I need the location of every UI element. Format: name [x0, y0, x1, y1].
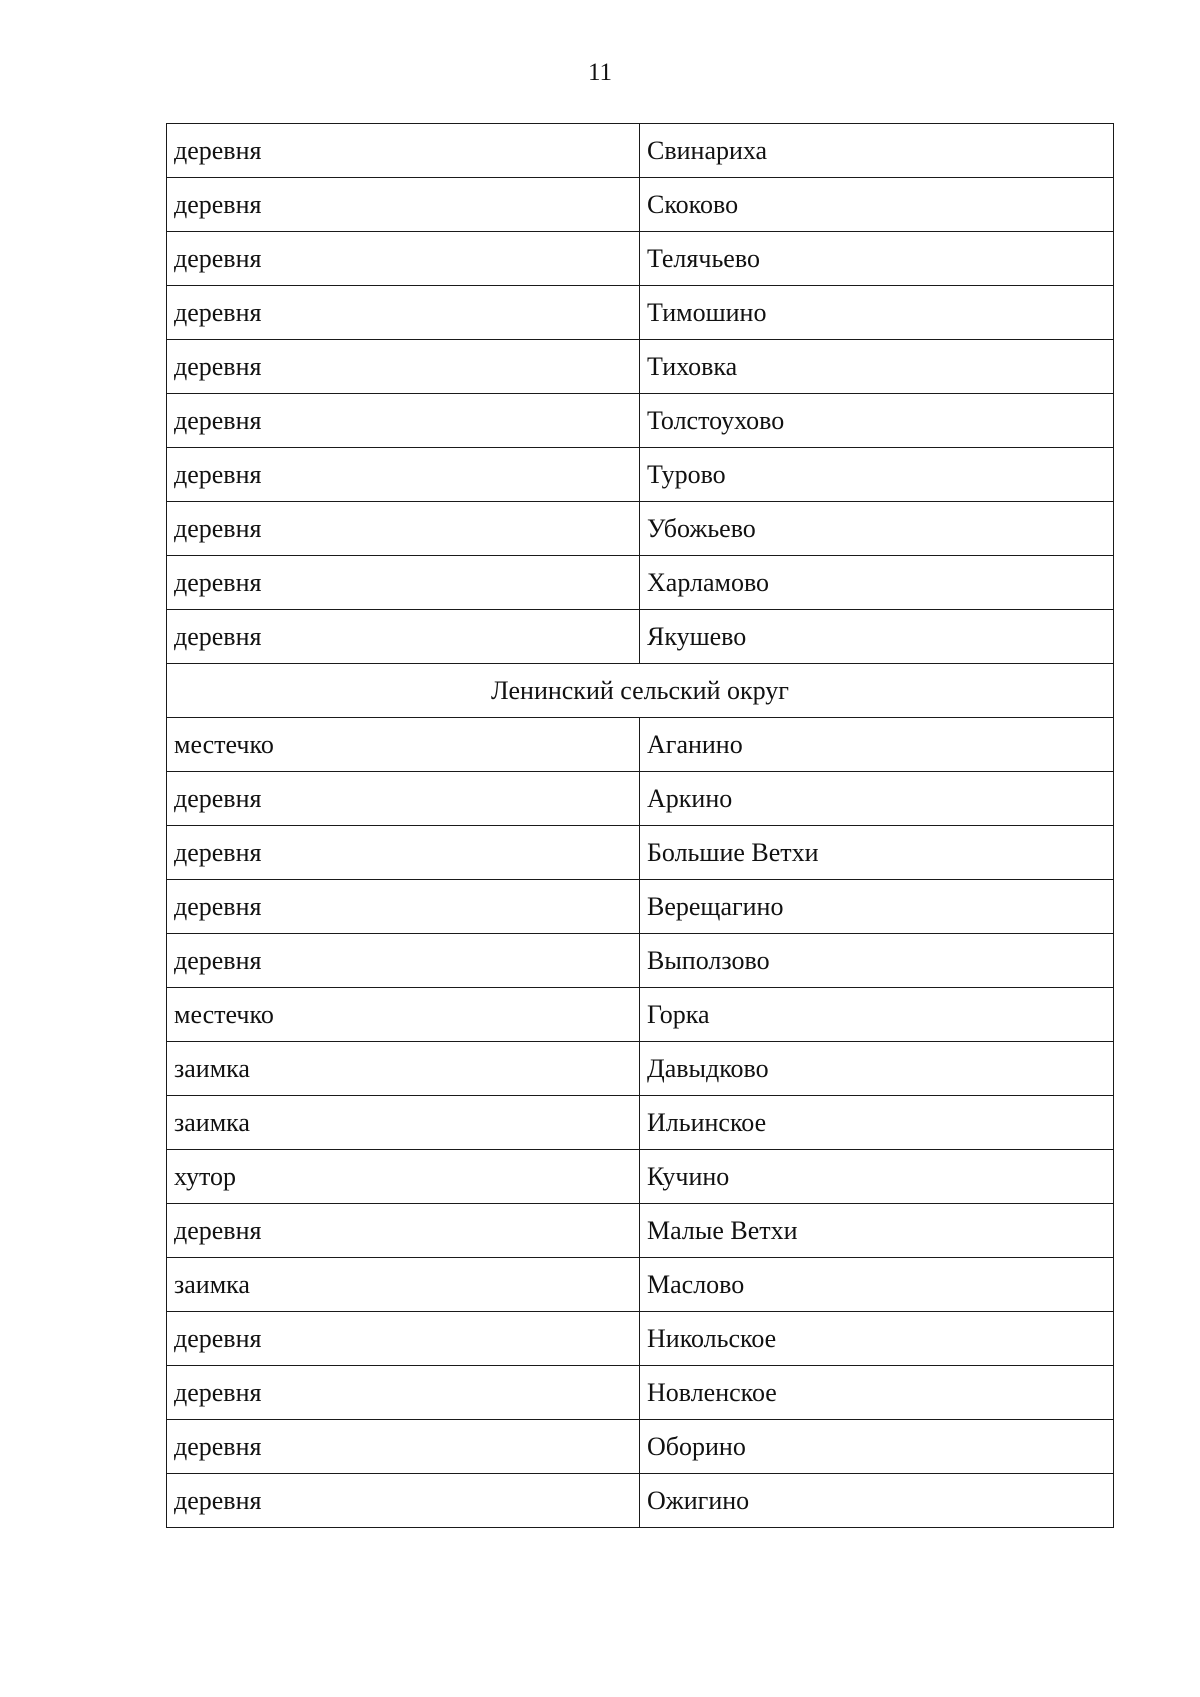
- settlement-name-cell: Давыдково: [640, 1042, 1114, 1096]
- table-row: [167, 394, 1114, 448]
- settlement-type-cell: местечко: [167, 718, 640, 772]
- table-row: [167, 610, 1114, 664]
- settlement-name-cell: Новленское: [640, 1366, 1114, 1420]
- settlement-type-cell: деревня: [167, 1420, 640, 1474]
- table-row: [167, 1312, 1114, 1366]
- settlement-type-cell: деревня: [167, 502, 640, 556]
- settlement-name-cell: Большие Ветхи: [640, 826, 1114, 880]
- table-row: [167, 988, 1114, 1042]
- settlement-name-cell: Скоково: [640, 178, 1114, 232]
- settlement-name-cell: Маслово: [640, 1258, 1114, 1312]
- settlement-name-cell: Ожигино: [640, 1474, 1114, 1528]
- table-row: [167, 772, 1114, 826]
- settlement-type-cell: деревня: [167, 880, 640, 934]
- settlement-name-cell: Кучино: [640, 1150, 1114, 1204]
- settlement-name-cell: Ильинское: [640, 1096, 1114, 1150]
- settlement-name-cell: Тиховка: [640, 340, 1114, 394]
- table-row: [167, 1042, 1114, 1096]
- settlement-type-cell: заимка: [167, 1096, 640, 1150]
- settlement-type-cell: деревня: [167, 1204, 640, 1258]
- table-row: [167, 1366, 1114, 1420]
- settlement-name-cell: Верещагино: [640, 880, 1114, 934]
- settlement-type-cell: деревня: [167, 826, 640, 880]
- settlement-type-cell: деревня: [167, 1312, 640, 1366]
- settlement-type-cell: деревня: [167, 124, 640, 178]
- table-row: [167, 178, 1114, 232]
- table-row: [167, 502, 1114, 556]
- settlement-name-cell: Тимошино: [640, 286, 1114, 340]
- table-row: [167, 1474, 1114, 1528]
- settlement-type-cell: деревня: [167, 286, 640, 340]
- settlement-name-cell: Телячьево: [640, 232, 1114, 286]
- settlement-name-cell: Турово: [640, 448, 1114, 502]
- settlement-name-cell: Толстоухово: [640, 394, 1114, 448]
- settlement-name-cell: Якушево: [640, 610, 1114, 664]
- table-row: [167, 880, 1114, 934]
- table-row: [167, 1204, 1114, 1258]
- settlement-name-cell: Горка: [640, 988, 1114, 1042]
- settlement-type-cell: деревня: [167, 178, 640, 232]
- settlements-table-body: [167, 124, 1114, 1528]
- page-number: 11: [587, 59, 613, 86]
- table-row: [167, 232, 1114, 286]
- settlement-name-cell: Аркино: [640, 772, 1114, 826]
- settlement-type-cell: деревня: [167, 394, 640, 448]
- settlement-name-cell: Свинариха: [640, 124, 1114, 178]
- settlement-type-cell: хутор: [167, 1150, 640, 1204]
- settlement-name-cell: Малые Ветхи: [640, 1204, 1114, 1258]
- settlement-type-cell: заимка: [167, 1258, 640, 1312]
- settlement-type-cell: заимка: [167, 1042, 640, 1096]
- settlement-name-cell: Убожьево: [640, 502, 1114, 556]
- table-row: [167, 1258, 1114, 1312]
- settlement-type-cell: деревня: [167, 934, 640, 988]
- settlement-name-cell: Никольское: [640, 1312, 1114, 1366]
- settlement-type-cell: деревня: [167, 340, 640, 394]
- settlement-type-cell: деревня: [167, 772, 640, 826]
- table-row: [167, 448, 1114, 502]
- settlement-name-cell: Аганино: [640, 718, 1114, 772]
- settlement-type-cell: деревня: [167, 556, 640, 610]
- table-row: [167, 1096, 1114, 1150]
- section-header-row: [167, 664, 1114, 718]
- table-row: [167, 1150, 1114, 1204]
- table-row: [167, 340, 1114, 394]
- settlement-type-cell: деревня: [167, 1474, 640, 1528]
- table-row: [167, 718, 1114, 772]
- table-row: [167, 934, 1114, 988]
- settlements-table: [166, 123, 1114, 1528]
- table-row: [167, 826, 1114, 880]
- table-row: [167, 1420, 1114, 1474]
- settlement-name-cell: Харламово: [640, 556, 1114, 610]
- settlement-name-cell: Выползово: [640, 934, 1114, 988]
- table-row: [167, 124, 1114, 178]
- table-row: [167, 556, 1114, 610]
- settlement-type-cell: деревня: [167, 232, 640, 286]
- settlement-type-cell: деревня: [167, 1366, 640, 1420]
- section-title: Ленинский сельский округ: [167, 664, 1114, 718]
- settlement-type-cell: деревня: [167, 448, 640, 502]
- settlement-name-cell: Оборино: [640, 1420, 1114, 1474]
- settlement-type-cell: деревня: [167, 610, 640, 664]
- settlement-type-cell: местечко: [167, 988, 640, 1042]
- table-row: [167, 286, 1114, 340]
